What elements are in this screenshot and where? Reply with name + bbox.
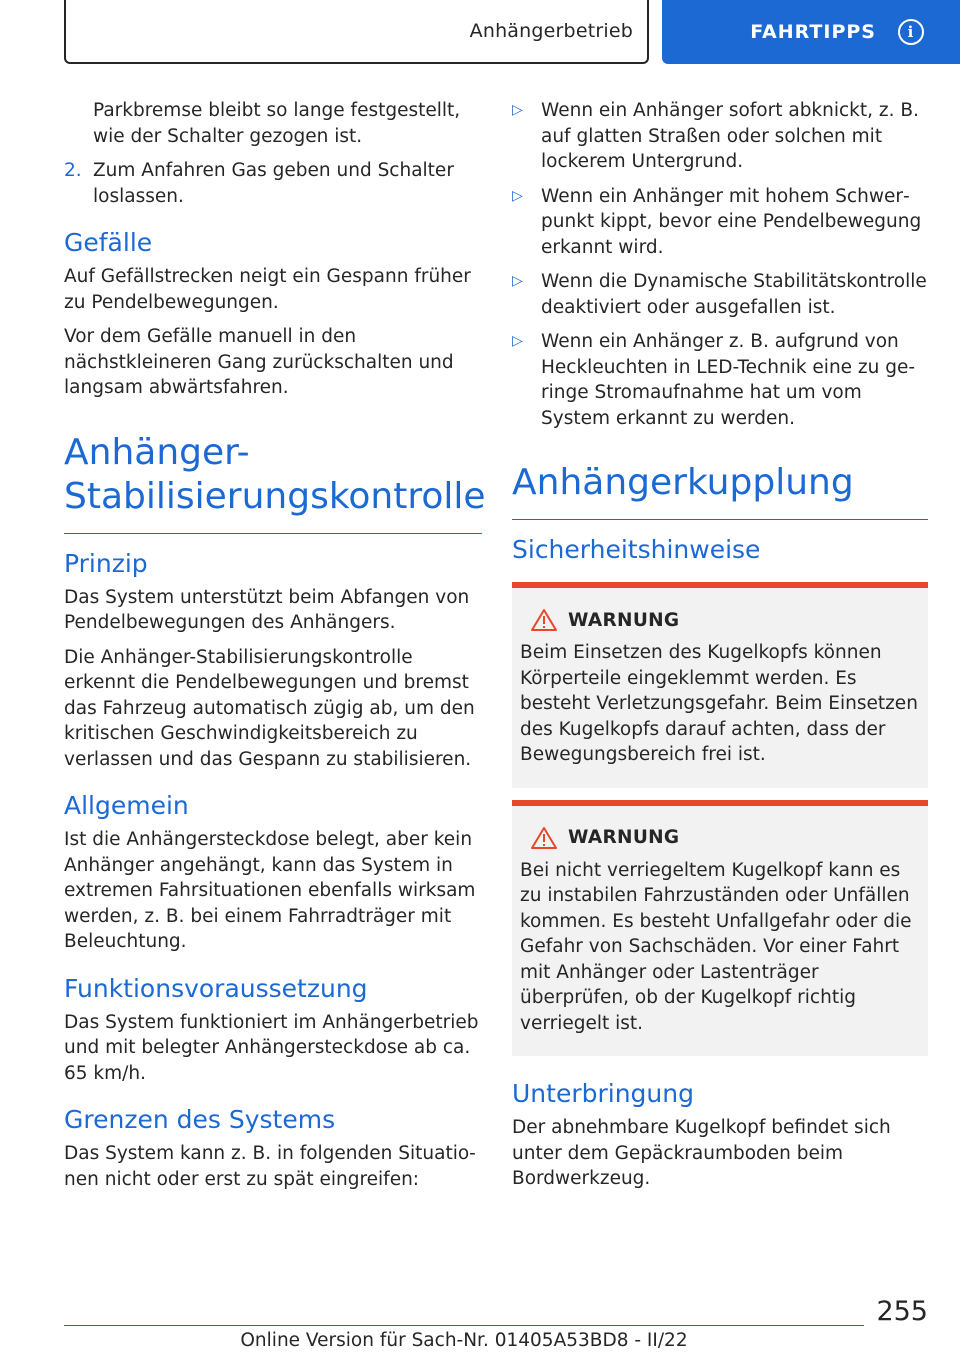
list-item [512,184,928,261]
heading-unterbringung: Unterbringung [512,1079,694,1108]
step-text: Zum Anfahren Gas geben und Schalter loslassen. [93,160,454,207]
step-number: 2. [64,160,82,181]
list-item [512,269,928,320]
heading-grenzen: Grenzen des Systems [64,1105,336,1134]
heading-sicherheitshinweise: Sicherheitshinweise [512,535,761,564]
warning-header [520,608,920,632]
heading-allgemein: Allgemein [64,791,189,820]
unterbringung-paragraph: Der abnehmbare Kugelkopf befindet sich unter dem Gepäckraumboden beim Bordwerkzeug. [512,1117,891,1189]
warning-box [512,800,928,1057]
triangle-bullet-icon: ▷ [512,102,523,118]
grenzen-paragraph: Das System kann z. B. in folgenden Situationen nicht oder erst zu spät eingreifen: [64,1143,476,1190]
warning-title: WARNUNG [568,827,680,848]
warning-header [520,826,920,850]
heading-anhaengerkupplung: Anhängerkupplung [512,461,928,520]
page-number: 255 [876,1296,928,1327]
info-icon[interactable]: i [898,19,924,45]
right-column [512,98,928,1201]
list-item-text: Wenn die Dynamische Stabilitätskontrolle deaktiviert oder ausgefallen ist. [541,271,927,318]
heading-prinzip: Prinzip [64,548,148,578]
list-item-text: Wenn ein Anhänger mit hohem Schwerpunkt kippt, bevor eine Pendelbewegung erkannt wird. [541,185,922,258]
warning-text: Bei nicht verriegeltem Kugelkopf kann es zu instabilen Fahrzuständen oder Unfällen kommen. Es besteht Unfallgefahr oder die Gefahr von Sachschäden. Vor einer Fahrt mit Anhänger oder Lastenträger überprüfen, ob der Kugelkopf richtig verriegelt ist. [520,859,912,1034]
prinzip-paragraph-2: Die Anhänger-Stabilisierungskontrolle erkennt die Pendelbewegungen und bremst das Fahrzeug automatisch zügig ab, um den kritischen Geschwindigkeitsbereich zu verlassen und das Gespann zu stabilisieren. [64,646,475,770]
header-section-title: Anhängerbetrieb [469,20,633,42]
continued-step-text: Parkbremse bleibt so lange festgestellt, wie der Schalter gezogen ist. [93,100,461,147]
prinzip-paragraph-1: Das System unterstützt beim Abfangen von Pendelbewegungen des Anhängers. [64,586,470,633]
warning-text: Beim Einsetzen des Kugelkopfs können Körperteile eingeklemmt werden. Es besteht Verletzungsgefahr. Beim Einsetzen des Kugelkopfs darauf achten, dass der Bewegungsbereich frei ist. [520,642,918,765]
triangle-bullet-icon: ▷ [512,333,523,349]
gefaelle-paragraph-1: Auf Gefällstrecken neigt ein Gespann früher zu Pendelbewegungen. [64,266,471,313]
footer-divider [64,1325,864,1326]
heading-anhaenger-stabilisierungskontrolle [64,431,486,534]
list-item-text: Wenn ein Anhänger z. B. aufgrund von Heckleuchten in LED-Technik eine zu geringe Stromaufnahme hat um vom System erkannt zu werden. [541,331,916,429]
heading-line-1: Anhänger- [64,431,250,473]
header-chapter-tab[interactable] [662,0,960,64]
gefaelle-paragraph-2: Vor dem Gefälle manuell in den nächstkleineren Gang zurückschalten und langsam abwärtsfahren. [64,326,454,398]
footer-version-text: Online Version für Sach-Nr. 01405A53BD8 - II/22 [240,1330,688,1351]
funktion-paragraph: Das System funktioniert im Anhängerbetrieb und mit belegter Anhängersteckdose ab ca. 65 km/h. [64,1011,479,1084]
triangle-bullet-icon: ▷ [512,187,523,204]
warning-title: WARNUNG [568,609,680,631]
list-item [512,98,928,175]
heading-funktionsvoraussetzung: Funktionsvoraussetzung [64,973,368,1003]
header-section-tab [64,0,649,64]
step-2 [64,158,482,209]
list-item-text: Wenn ein Anhänger sofort abknickt, z. B. auf glatten Straßen oder solchen mit lockerem Untergrund. [541,100,919,172]
header-chapter-title: FAHRTIPPS [750,21,876,43]
warning-triangle-icon [530,826,558,850]
triangle-bullet-icon: ▷ [512,273,523,289]
warning-triangle-icon [530,608,558,632]
list-item [512,329,928,431]
heading-line-2: Stabilisierungskontrolle [64,475,486,517]
allgemein-paragraph: Ist die Anhängersteckdose belegt, aber kein Anhänger angehängt, kann das System in extremen Fahrsituationen ebenfalls wirksam werden, z. B. bei einem Fahrradträger mit Beleuchtung. [64,829,476,952]
warning-box [512,582,928,788]
heading-gefaelle: Gefälle [64,228,153,257]
left-column [64,98,486,1201]
